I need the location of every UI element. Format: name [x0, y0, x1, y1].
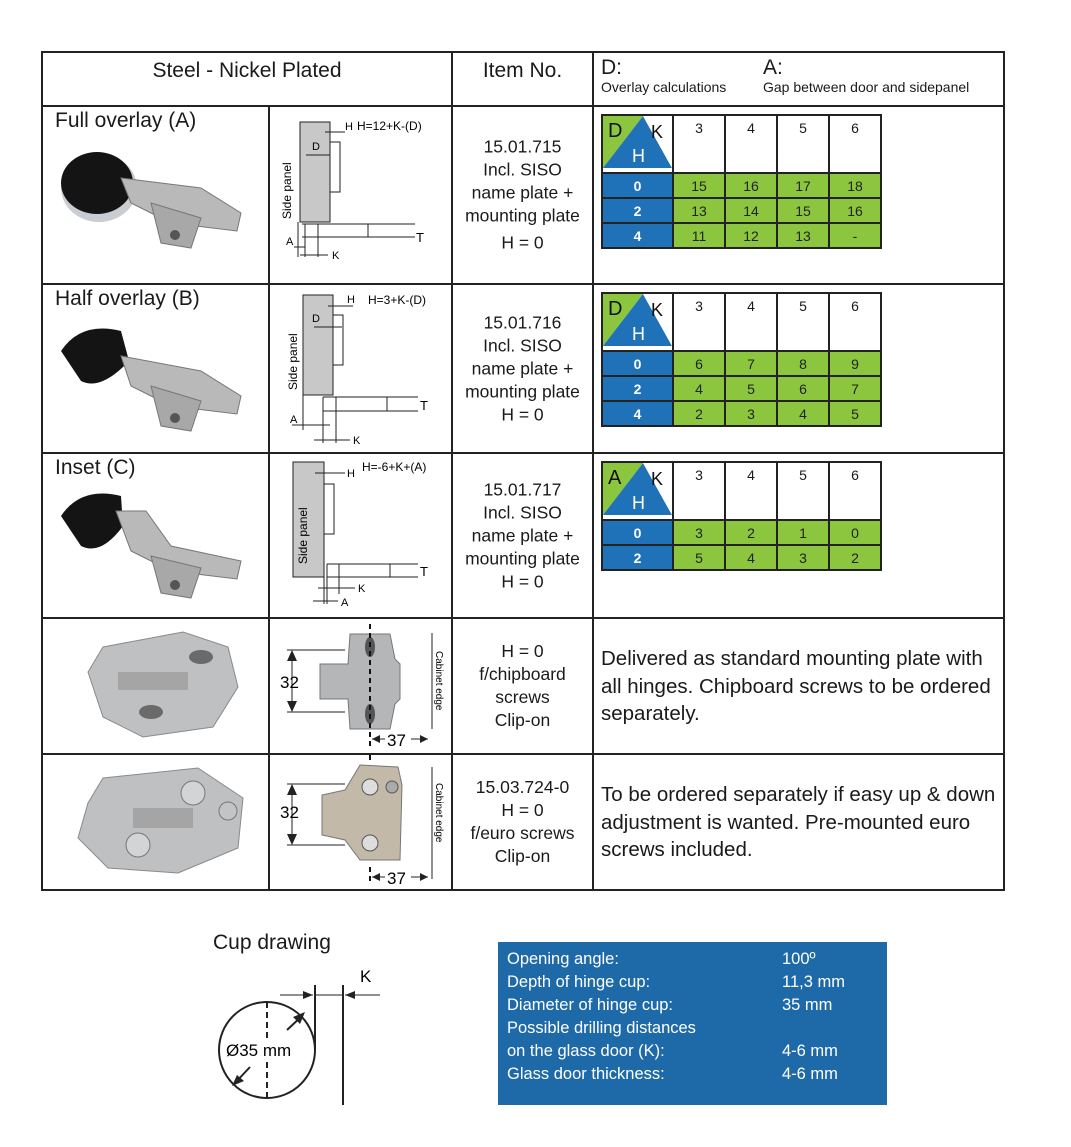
svg-text:T: T — [420, 564, 428, 579]
table-header-row — [602, 462, 881, 520]
item-line: Incl. SISO — [483, 335, 562, 355]
spec-row — [498, 971, 887, 994]
corner-h-label: H — [632, 324, 645, 344]
calc-value: 2 — [829, 545, 881, 570]
variant-label: Full overlay (A) — [55, 109, 197, 132]
calc-value: 16 — [829, 198, 881, 223]
calc-value: 5 — [725, 376, 777, 401]
table-row — [602, 520, 881, 545]
k-header: 3 — [673, 462, 725, 520]
item-line: Clip-on — [494, 846, 551, 866]
d-desc: Overlay calculations — [601, 79, 727, 95]
calc-value: 15 — [777, 198, 829, 223]
corner-cell — [602, 115, 673, 173]
item-line: H = 0 — [501, 232, 544, 253]
item-line: H = 0 — [501, 800, 544, 820]
item-line: Incl. SISO — [483, 159, 562, 180]
plate-diagram-cell — [269, 618, 452, 754]
svg-text:H: H — [347, 468, 355, 480]
hinge-photo — [51, 486, 261, 611]
plate-photo-cell — [42, 618, 269, 754]
gap-table-cell — [593, 453, 1004, 618]
legend-header — [593, 52, 1004, 106]
calc-value: 5 — [829, 401, 881, 426]
corner-h-label: H — [632, 146, 645, 166]
item-line: H = 0 — [501, 404, 544, 424]
calc-value: 11 — [673, 223, 725, 248]
k-header: 5 — [777, 115, 829, 173]
euro-plate-photo — [68, 763, 248, 881]
h-value: 0 — [602, 520, 673, 545]
spec-value: 100º — [782, 950, 816, 968]
item-line: name plate + — [471, 525, 574, 545]
full-overlay-diagram — [270, 107, 453, 283]
table-row — [602, 198, 881, 223]
side-panel-label: Side panel — [296, 507, 310, 564]
item-line: H = 0 — [501, 571, 544, 591]
hinge-spec-table — [41, 51, 1005, 891]
k-header: 4 — [725, 462, 777, 520]
item-line: mounting plate — [465, 381, 580, 401]
variant-cell — [42, 106, 269, 284]
item-line: H = 0 — [501, 641, 544, 661]
calc-value: 3 — [777, 545, 829, 570]
calc-value: 2 — [673, 401, 725, 426]
table-row — [42, 453, 1004, 618]
plate-photo-cell — [42, 754, 269, 890]
corner-h-label: H — [632, 493, 645, 513]
calc-value: 7 — [829, 376, 881, 401]
item-line: name plate + — [471, 182, 574, 203]
plate-diagram-cell — [269, 754, 452, 890]
svg-text:A: A — [286, 236, 294, 248]
spec-label: on the glass door (K): — [507, 1042, 665, 1060]
side-panel-label: Side panel — [280, 162, 294, 219]
item-number: 15.01.715 — [483, 136, 562, 157]
spec-label: Diameter of hinge cup: — [507, 996, 674, 1014]
corner-k-label: K — [651, 300, 664, 320]
overlay-calc-table — [601, 292, 882, 427]
spec-row — [498, 1040, 887, 1063]
h-value: 0 — [602, 351, 673, 376]
h-value: 4 — [602, 401, 673, 426]
spec-label: Glass door thickness: — [507, 1065, 665, 1083]
item-line: mounting plate — [465, 548, 580, 568]
item-number: 15.03.724-0 — [475, 777, 570, 797]
spec-value: 35 mm — [782, 996, 833, 1014]
cup-diameter-label: Ø35 mm — [226, 1041, 292, 1060]
calc-value: 18 — [829, 173, 881, 198]
calc-value: 4 — [725, 545, 777, 570]
item-number-cell — [452, 453, 593, 618]
item-number-cell — [452, 284, 593, 453]
overlay-diagram-cell — [269, 453, 452, 618]
svg-text:T: T — [416, 230, 424, 245]
svg-text:D: D — [312, 141, 320, 153]
hinge-photo — [51, 321, 261, 446]
item-line: Incl. SISO — [483, 502, 562, 522]
overlay-table-cell — [593, 284, 1004, 453]
calc-value: 13 — [673, 198, 725, 223]
svg-text:K: K — [358, 583, 366, 595]
table-row — [42, 284, 1004, 453]
corner-cell — [602, 462, 673, 520]
calc-value: 5 — [673, 545, 725, 570]
dim-37: 37 — [387, 731, 406, 750]
calc-value: 6 — [673, 351, 725, 376]
spec-label: Opening angle: — [507, 950, 619, 968]
cup-drawing — [205, 955, 395, 1110]
table-header-row — [602, 115, 881, 173]
overlay-table-cell — [593, 106, 1004, 284]
spec-label: Depth of hinge cup: — [507, 973, 651, 991]
spec-label: Possible drilling distances — [507, 1019, 696, 1037]
d-title: D: — [601, 56, 622, 79]
svg-text:K: K — [353, 435, 361, 447]
spec-value: 11,3 mm — [782, 973, 845, 991]
header-row — [42, 52, 1004, 106]
a-title: A: — [763, 56, 783, 79]
k-header: 3 — [673, 115, 725, 173]
item-number-cell — [452, 754, 593, 890]
label-h: H — [345, 121, 353, 133]
chipboard-plate-diagram — [270, 619, 453, 753]
mounting-plate-photo — [73, 627, 248, 742]
a-desc: Gap between door and sidepanel — [763, 79, 970, 95]
corner-cell — [602, 293, 673, 351]
item-number-cell — [452, 106, 593, 284]
corner-top-label: D — [608, 120, 623, 142]
spec-value: 4-6 mm — [782, 1042, 838, 1060]
specs-panel — [498, 942, 887, 1105]
overlay-diagram-cell — [269, 284, 452, 453]
spec-value: 4-6 mm — [782, 1065, 838, 1083]
variant-label: Half overlay (B) — [55, 287, 200, 310]
calc-value: 0 — [829, 520, 881, 545]
h-value: 4 — [602, 223, 673, 248]
spec-row — [498, 994, 887, 1017]
item-line: f/chipboard — [479, 664, 566, 684]
calc-value: 7 — [725, 351, 777, 376]
k-header: 5 — [777, 462, 829, 520]
corner-diagonal-icon — [603, 463, 672, 515]
svg-text:K: K — [332, 250, 340, 262]
gap-calc-table — [601, 461, 882, 571]
table-row — [42, 106, 1004, 284]
calc-value: 6 — [777, 376, 829, 401]
inset-diagram — [270, 454, 453, 617]
calc-value: - — [829, 223, 881, 248]
table-row — [602, 545, 881, 570]
h-value: 0 — [602, 173, 673, 198]
h-value: 2 — [602, 198, 673, 223]
table-row — [602, 223, 881, 248]
corner-k-label: K — [651, 122, 664, 142]
k-header: 4 — [725, 115, 777, 173]
table-row — [602, 351, 881, 376]
calc-value: 2 — [725, 520, 777, 545]
h-value: 2 — [602, 545, 673, 570]
svg-text:A: A — [290, 414, 298, 426]
half-overlay-diagram — [270, 285, 453, 452]
calc-value: 17 — [777, 173, 829, 198]
svg-text:H: H — [347, 294, 355, 306]
calc-value: 9 — [829, 351, 881, 376]
item-number-cell — [452, 618, 593, 754]
formula: H=12+K-(D) — [357, 119, 422, 133]
corner-top-label: A — [608, 467, 622, 489]
cup-k-label: K — [360, 967, 372, 986]
variant-cell — [42, 284, 269, 453]
k-header: 6 — [829, 115, 881, 173]
item-no-header: Item No. — [452, 52, 593, 106]
h-value: 2 — [602, 376, 673, 401]
table-row — [602, 173, 881, 198]
calc-value: 16 — [725, 173, 777, 198]
table-row — [42, 618, 1004, 754]
hinge-photo — [51, 143, 261, 273]
cup-drawing-title: Cup drawing — [213, 931, 331, 954]
description-cell — [593, 618, 1004, 754]
cabinet-edge-label: Cabinet edge — [433, 783, 444, 843]
k-header: 5 — [777, 293, 829, 351]
corner-diagonal-icon — [603, 116, 672, 168]
calc-value: 4 — [673, 376, 725, 401]
euro-plate-diagram — [270, 755, 453, 889]
variant-cell — [42, 453, 269, 618]
k-header: 4 — [725, 293, 777, 351]
table-row — [42, 754, 1004, 890]
item-line: name plate + — [471, 358, 574, 378]
description: Delivered as standard mounting plate with all hinges. Chipboard screws to be ordered separately. — [601, 646, 991, 725]
table-row — [602, 376, 881, 401]
dim-32: 32 — [280, 673, 299, 692]
k-header: 3 — [673, 293, 725, 351]
formula: H=-6+K+(A) — [362, 460, 427, 474]
item-number: 15.01.717 — [483, 479, 562, 499]
calc-value: 12 — [725, 223, 777, 248]
calc-value: 15 — [673, 173, 725, 198]
corner-k-label: K — [651, 469, 664, 489]
side-panel-label: Side panel — [286, 333, 300, 390]
overlay-calc-table — [601, 114, 882, 249]
calc-value: 4 — [777, 401, 829, 426]
calc-value: 8 — [777, 351, 829, 376]
svg-text:A: A — [341, 597, 349, 609]
dim-37: 37 — [387, 869, 406, 888]
corner-diagonal-icon — [603, 294, 672, 346]
corner-top-label: D — [608, 298, 623, 320]
table-row — [602, 401, 881, 426]
calc-value: 14 — [725, 198, 777, 223]
description: To be ordered separately if easy up & down adjustment is wanted. Pre-mounted euro screws included. — [601, 782, 996, 861]
calc-value: 13 — [777, 223, 829, 248]
spec-row — [498, 1063, 887, 1086]
table-header-row — [602, 293, 881, 351]
overlay-diagram-cell — [269, 106, 452, 284]
item-line: Clip-on — [494, 710, 551, 730]
calc-value: 3 — [673, 520, 725, 545]
calc-value: 3 — [725, 401, 777, 426]
spec-row — [498, 1017, 887, 1040]
k-header: 6 — [829, 462, 881, 520]
svg-text:T: T — [420, 398, 428, 413]
item-number: 15.01.716 — [483, 312, 562, 332]
cabinet-edge-label: Cabinet edge — [433, 651, 444, 711]
calc-value: 1 — [777, 520, 829, 545]
dim-32: 32 — [280, 803, 299, 822]
variant-label: Inset (C) — [55, 456, 136, 479]
formula: H=3+K-(D) — [368, 293, 427, 307]
k-header: 6 — [829, 293, 881, 351]
item-line: screws — [495, 687, 550, 707]
item-line: f/euro screws — [470, 823, 575, 843]
material-header: Steel - Nickel Plated — [42, 52, 452, 106]
item-line: mounting plate — [465, 205, 580, 226]
svg-text:D: D — [312, 313, 320, 325]
description-cell — [593, 754, 1004, 890]
spec-row — [498, 948, 887, 971]
